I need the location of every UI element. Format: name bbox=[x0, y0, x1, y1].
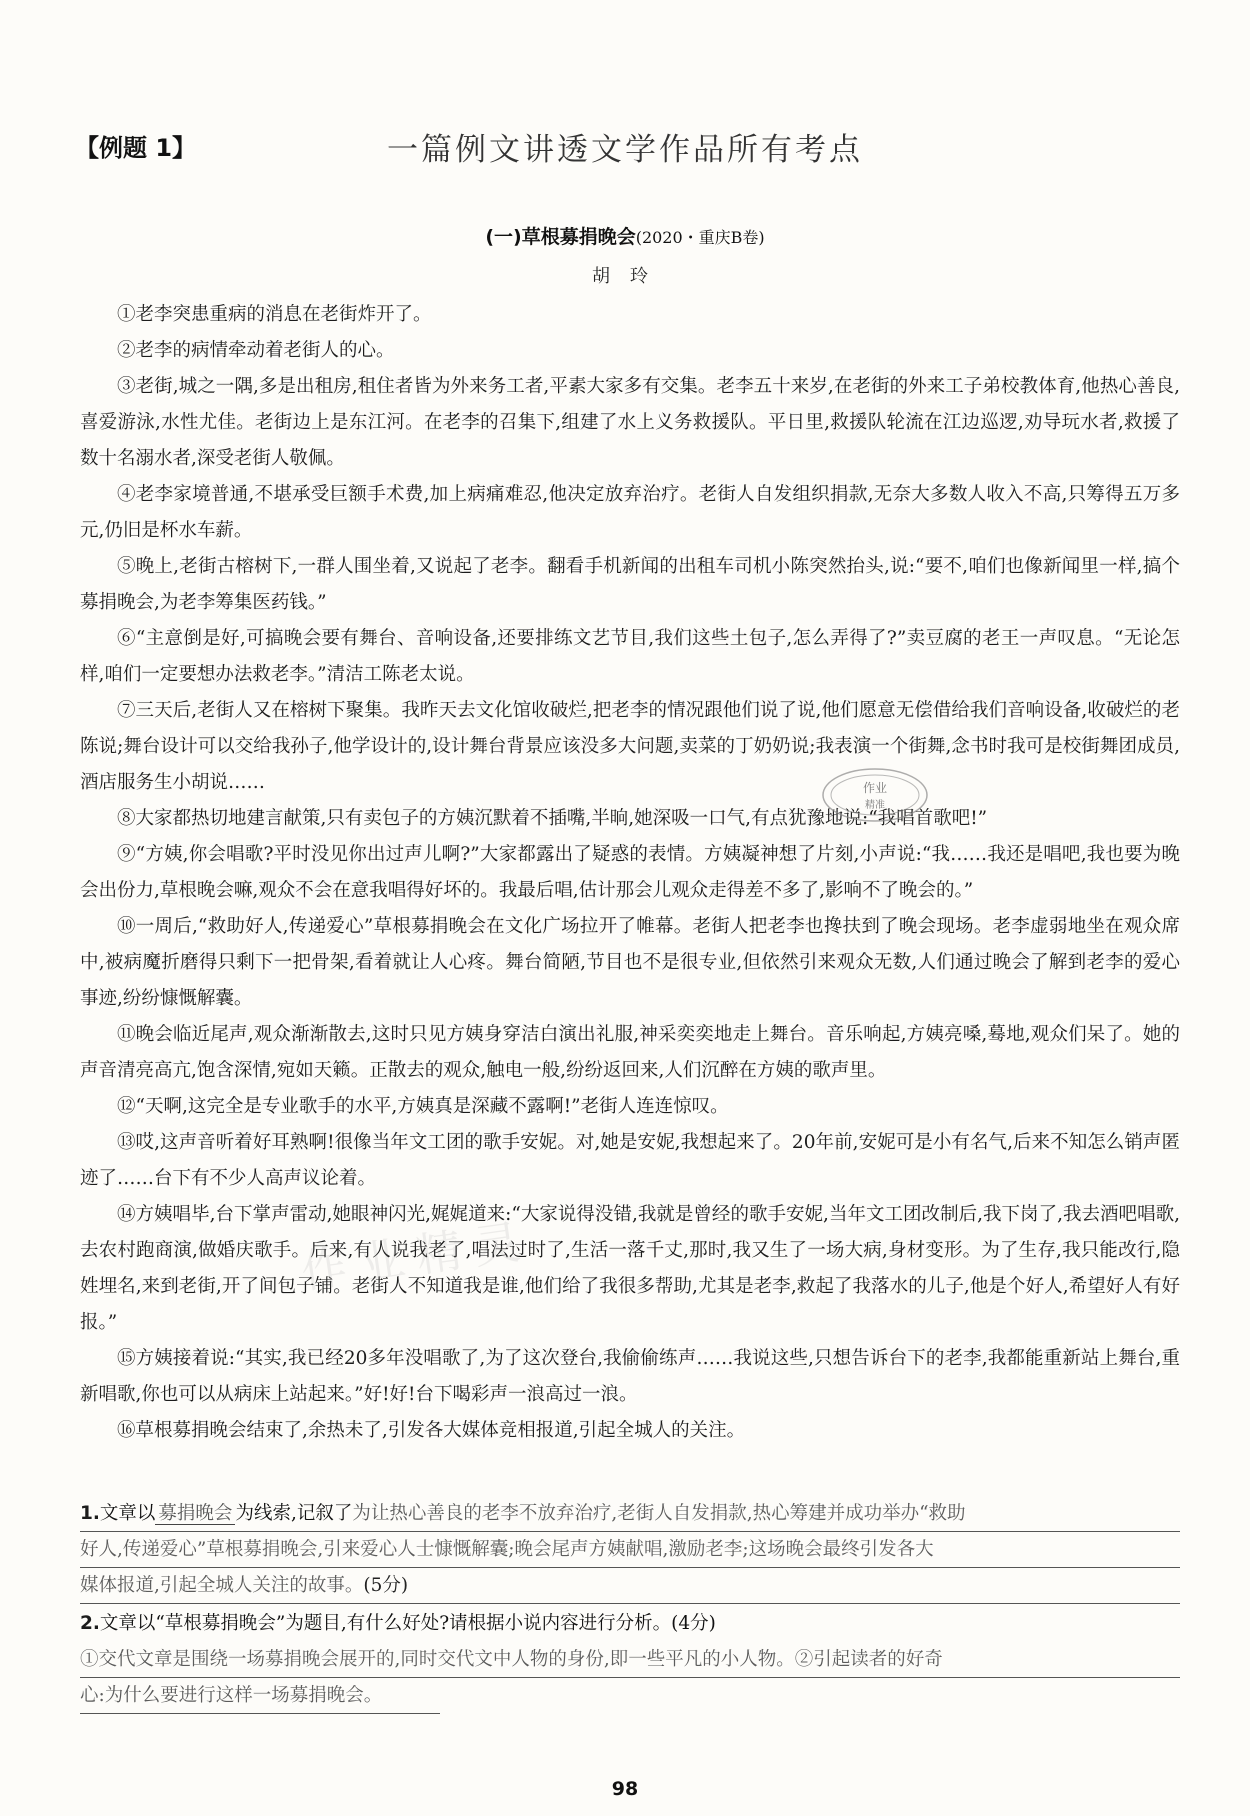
page-title: 一篇例文讲透文学作品所有考点 bbox=[387, 132, 863, 168]
question-1-line-1 bbox=[80, 1496, 1180, 1532]
stamp-mark bbox=[820, 766, 930, 824]
paragraph-15: ⑮方姨接着说:“其实,我已经20多年没唱歌了,为了这次登台,我偷偷练声……我说这些,只想告诉台下的老李,我都能重新站上舞台,重新唱歌,你也可以从病床上站起来。”好!好!台下喝彩声一浪高过一浪。 bbox=[80, 1348, 1180, 1405]
question-1-number: 1. bbox=[80, 1503, 100, 1524]
story-body bbox=[80, 297, 1180, 1449]
question-2-number: 2. bbox=[80, 1613, 100, 1634]
paragraph-2: ②老李的病情牵动着老街人的心。 bbox=[117, 340, 395, 361]
story-title bbox=[0, 222, 1250, 249]
story-author: 胡玲 bbox=[592, 266, 668, 287]
paragraph-7: ⑦三天后,老街人又在榕树下聚集。我昨天去文化馆收破烂,把老李的情况跟他们说了说,他们愿意无偿借给我们音响设备,收破烂的老陈说;舞台设计可以交给我孙子,他学设计的,设计舞台背景应该没多大问题,卖菜的丁奶奶说;我表演一个街舞,念书时我可是校街舞团成员,酒店服务生小胡说…… bbox=[80, 700, 1180, 793]
question-1-blank-answer[interactable]: 募捐晚会 bbox=[155, 1503, 235, 1525]
question-1-prefix: 文章以 bbox=[99, 1503, 156, 1524]
paragraph-6: ⑥“主意倒是好,可搞晚会要有舞台、音响设备,还要排练文艺节目,我们这些土包子,怎么弄得了?”卖豆腐的老王一声叹息。“无论怎样,咱们一定要想办法救老李。”清洁工陈老太说。 bbox=[80, 628, 1180, 685]
question-1-score: (5分) bbox=[363, 1575, 409, 1596]
questions-section bbox=[80, 1496, 1180, 1714]
question-2-prompt-line bbox=[80, 1606, 1180, 1642]
page-number: 98 bbox=[611, 1778, 639, 1800]
paragraph-14: ⑭方姨唱毕,台下掌声雷动,她眼神闪光,娓娓道来:“大家说得没错,我就是曾经的歌手安妮,当年文工团改制后,我下岗了,我去酒吧唱歌,去农村跑商演,做婚庆歌手。后来,有人说我老了,唱法过时了,生活一落千丈,那时,我又生了一场大病,身材变形。为了生存,我只能改行,隐姓埋名,来到老街,开了间包子铺。老街人不知道我是谁,他们给了我很多帮助,尤其是老李,救起了我落水的儿子,他是个好人,希望好人有好报。” bbox=[80, 1204, 1180, 1333]
question-1-answer-line-1[interactable]: 为让热心善良的老李不放弃治疗,老街人自发捐款,热心筹建并成功举办“救助 bbox=[352, 1503, 966, 1524]
watermark: 作业精灵 bbox=[297, 1213, 536, 1299]
question-1 bbox=[80, 1496, 1180, 1604]
paragraph-11: ⑪晚会临近尾声,观众渐渐散去,这时只见方姨身穿洁白演出礼服,神采奕奕地走上舞台。音乐响起,方姨亮嗓,蓦地,观众们呆了。她的声音清亮高亢,饱含深情,宛如天籁。正散去的观众,触电一般,纷纷返回来,人们沉醉在方姨的歌声里。 bbox=[80, 1024, 1180, 1081]
paragraph-16: ⑯草根募捐晚会结束了,余热未了,引发各大媒体竞相报道,引起全城人的关注。 bbox=[117, 1420, 746, 1441]
story-title-text: (一)草根募捐晚会 bbox=[485, 226, 636, 248]
paragraph-9: ⑨“方姨,你会唱歌?平时没见你出过声儿啊?”大家都露出了疑惑的表情。方姨凝神想了片刻,小声说:“我……我还是唱吧,我也要为晚会出份力,草根晚会嘛,观众不会在意我唱得好坏的。我最后唱,估计那会儿观众走得差不多了,影响不了晚会的。” bbox=[80, 844, 1180, 901]
paragraph-13: ⑬哎,这声音听着好耳熟啊!很像当年文工团的歌手安妮。对,她是安妮,我想起来了。20年前,安妮可是小有名气,后来不知怎么销声匿迹了……台下有不少人高声议论着。 bbox=[80, 1132, 1180, 1189]
paragraph-3: ③老街,城之一隅,多是出租房,租住者皆为外来务工者,平素大家多有交集。老李五十来岁,在老街的外来工子弟校教体育,他热心善良,喜爱游泳,水性尤佳。老街边上是东江河。在老李的召集下,组建了水上义务救援队。平日里,救援队轮流在江边巡逻,劝导玩水者,救援了数十名溺水者,深受老街人敬佩。 bbox=[80, 376, 1180, 469]
paragraph-12: ⑫“天啊,这完全是专业歌手的水平,方姨真是深藏不露啊!”老街人连连惊叹。 bbox=[117, 1096, 729, 1117]
question-2-answer-line-2[interactable]: 心:为什么要进行这样一场募捐晚会。 bbox=[80, 1678, 440, 1714]
question-2-answer-line-1[interactable]: ①交代文章是围绕一场募捐晚会展开的,同时交代文中人物的身份,即一些平凡的小人物。②引起读者的好奇 bbox=[80, 1642, 1180, 1678]
paragraph-8: ⑧大家都热切地建言献策,只有卖包子的方姨沉默着不插嘴,半晌,她深吸一口气,有点犹豫地说:“我唱首歌吧!” bbox=[117, 808, 988, 829]
question-1-middle: 为线索,记叙了 bbox=[235, 1503, 353, 1524]
paragraph-4: ④老李家境普通,不堪承受巨额手术费,加上病痛难忍,他决定放弃治疗。老街人自发组织捐款,无奈大多数人收入不高,只筹得五万多元,仍旧是杯水车薪。 bbox=[80, 484, 1180, 541]
paragraph-1: ①老李突患重病的消息在老街炸开了。 bbox=[117, 304, 432, 325]
paragraph-10: ⑩一周后,“救助好人,传递爱心”草根募捐晚会在文化广场拉开了帷幕。老街人把老李也搀扶到了晚会现场。老李虚弱地坐在观众席中,被病魔折磨得只剩下一把骨架,看着就让人心疼。舞台简陋,节目也不是很专业,但依然引来观众无数,人们通过晚会了解到老李的爱心事迹,纷纷慷慨解囊。 bbox=[80, 916, 1180, 1009]
question-2 bbox=[80, 1606, 1180, 1714]
question-1-line-3 bbox=[80, 1568, 1180, 1604]
story-source: (2020・重庆B卷) bbox=[635, 228, 765, 247]
stamp-text-bottom: 精准 bbox=[865, 800, 885, 811]
question-2-prompt: 文章以“草根募捐晚会”为题目,有什么好处?请根据小说内容进行分析。(4分) bbox=[99, 1613, 716, 1634]
question-1-answer-line-2[interactable]: 好人,传递爱心”草根募捐晚会,引来爱心人士慷慨解囊;晚会尾声方姨献唱,激励老李;这场晚会最终引发各大 bbox=[80, 1532, 1180, 1568]
example-label: 【例题 1】 bbox=[75, 134, 197, 162]
paragraph-5: ⑤晚上,老街古榕树下,一群人围坐着,又说起了老李。翻看手机新闻的出租车司机小陈突然抬头,说:“要不,咱们也像新闻里一样,搞个募捐晚会,为老李筹集医药钱。” bbox=[80, 556, 1180, 613]
question-1-answer-line-3[interactable]: 媒体报道,引起全城人关注的故事。 bbox=[80, 1575, 364, 1596]
stamp-text-top: 作业 bbox=[862, 781, 888, 795]
